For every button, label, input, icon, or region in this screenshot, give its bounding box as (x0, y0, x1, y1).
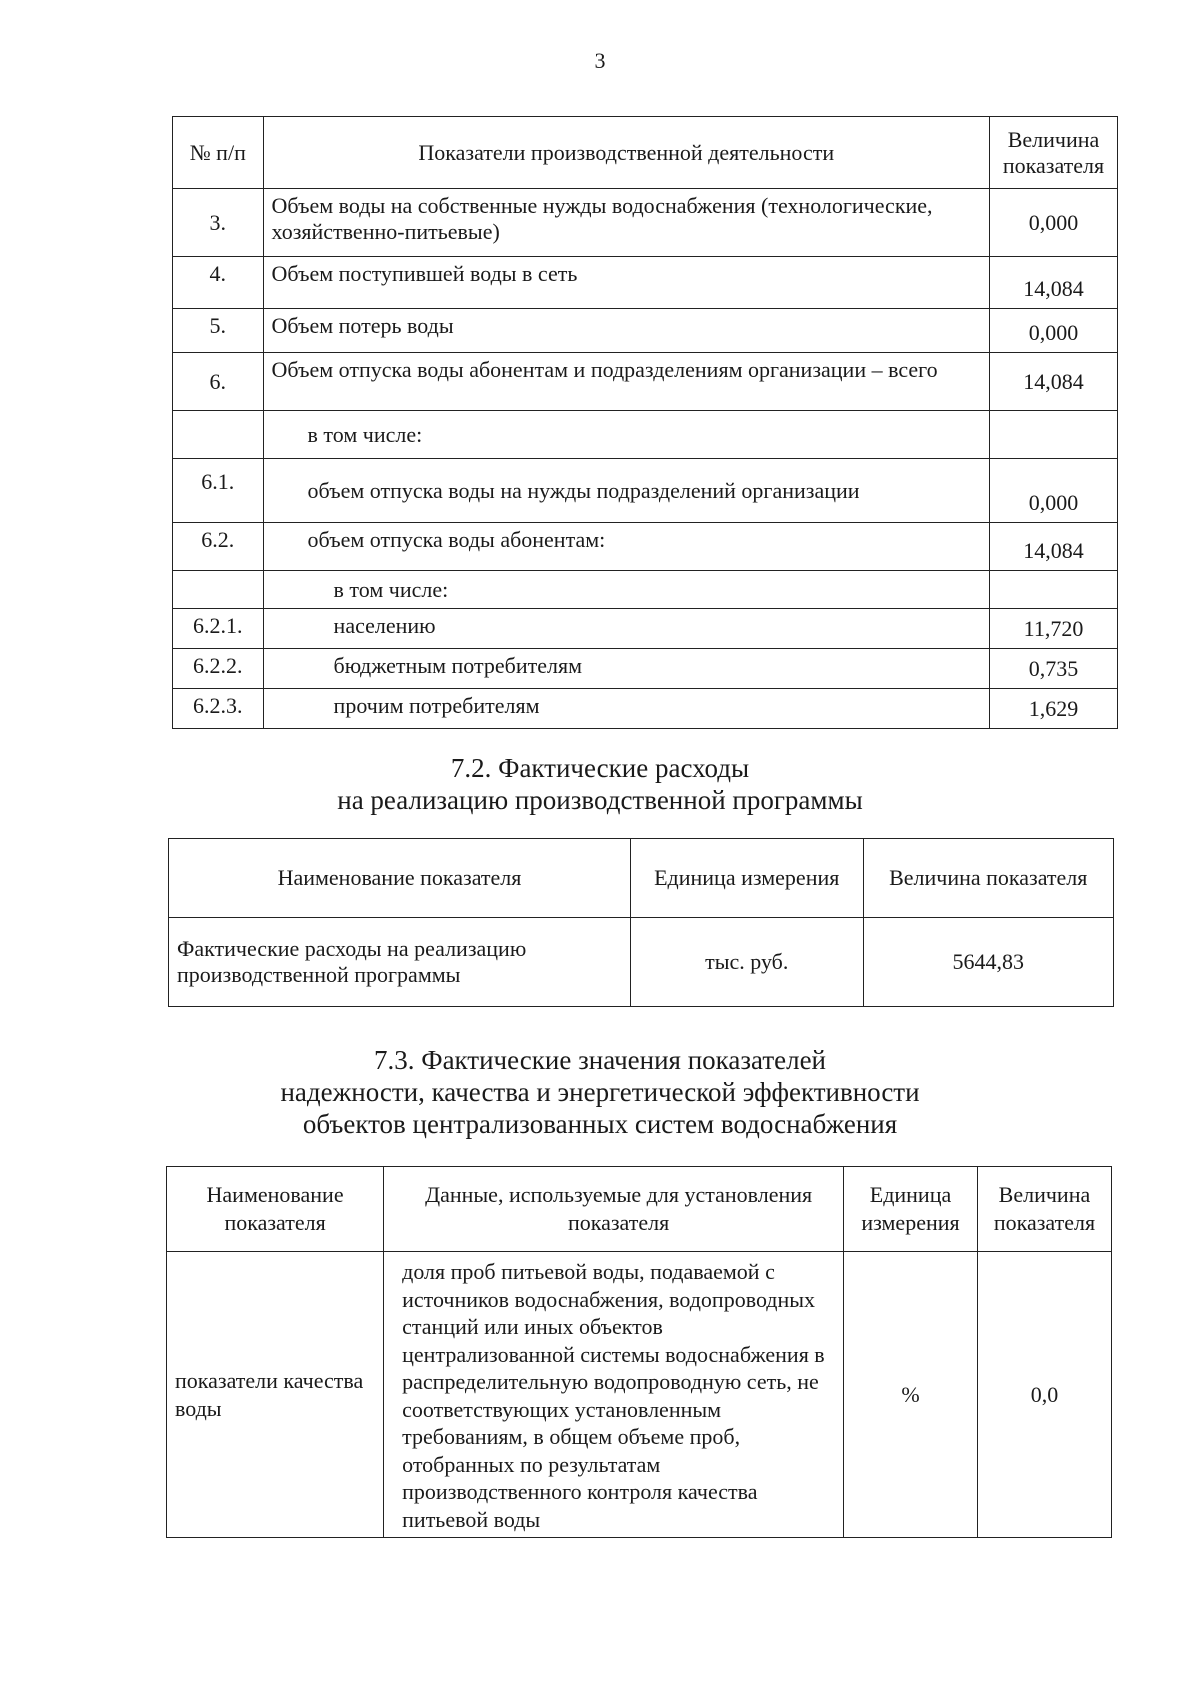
section-7-2-heading (0, 752, 1200, 816)
heading-line: на реализацию производственной программы (337, 785, 863, 815)
header-unit: Единица измерения (630, 839, 863, 918)
row-value: 0,0 (977, 1252, 1111, 1538)
row-value: 14,084 (989, 523, 1117, 571)
row-name: Объем воды на собственные нужды водоснабжения (технологические, хозяйственно-питьевые) (263, 189, 989, 257)
header-value: Величина показателя (863, 839, 1114, 918)
table-row (173, 257, 1118, 309)
row-data: доля проб питьевой воды, подаваемой с источников водоснабжения, водопроводных станций или иных объектов централизованной системы водоснабжения в распределительную водопроводную сеть, не соответствующих установленным требованиям, в общем объеме проб, отобранных по результатам производственного контроля качества питьевой воды (384, 1252, 844, 1538)
row-name: Фактические расходы на реализацию производственной программы (169, 918, 631, 1007)
table-row (173, 353, 1118, 411)
row-value: 0,000 (989, 189, 1117, 257)
row-num: 4. (173, 257, 264, 309)
header-data: Данные, используемые для установления показателя (384, 1167, 844, 1252)
header-name: Наименование показателя (169, 839, 631, 918)
row-value: 0,000 (989, 309, 1117, 353)
row-num: 6.2. (173, 523, 264, 571)
row-name: показатели качества воды (167, 1252, 384, 1538)
header-num: № п/п (173, 117, 264, 189)
actual-expenses-table (168, 838, 1114, 1007)
row-value: 5644,83 (863, 918, 1114, 1007)
row-num (173, 571, 264, 609)
row-num: 5. (173, 309, 264, 353)
row-value: 0,735 (989, 649, 1117, 689)
table-row (173, 571, 1118, 609)
row-name: бюджетным потребителям (263, 649, 989, 689)
row-name: в том числе: (263, 571, 989, 609)
table-row (169, 918, 1114, 1007)
table-header-row (173, 117, 1118, 189)
row-value: 14,084 (989, 353, 1117, 411)
header-value: Величина показателя (989, 117, 1117, 189)
row-name: Объем поступившей воды в сеть (263, 257, 989, 309)
table-header-row (167, 1167, 1112, 1252)
row-num (173, 411, 264, 459)
row-name: прочим потребителям (263, 689, 989, 729)
row-value: 14,084 (989, 257, 1117, 309)
row-num: 6.1. (173, 459, 264, 523)
row-unit: % (844, 1252, 978, 1538)
table-row (173, 309, 1118, 353)
row-value (989, 571, 1117, 609)
row-name: объем отпуска воды на нужды подразделений организации (263, 459, 989, 523)
row-name: Объем отпуска воды абонентам и подразделениям организации – всего (263, 353, 989, 411)
table-row (167, 1252, 1112, 1538)
header-value: Величина показателя (977, 1167, 1111, 1252)
row-unit: тыс. руб. (630, 918, 863, 1007)
row-name: в том числе: (263, 411, 989, 459)
row-num: 6. (173, 353, 264, 411)
row-name: населению (263, 609, 989, 649)
row-value (989, 411, 1117, 459)
table-row (173, 459, 1118, 523)
page-number: 3 (594, 48, 606, 73)
table-row (173, 649, 1118, 689)
header-name: Наименование показателя (167, 1167, 384, 1252)
row-value: 0,000 (989, 459, 1117, 523)
header-name: Показатели производственной деятельности (263, 117, 989, 189)
table-row (173, 523, 1118, 571)
row-num: 6.2.3. (173, 689, 264, 729)
row-name: Объем потерь воды (263, 309, 989, 353)
table-row (173, 609, 1118, 649)
row-name: объем отпуска воды абонентам: (263, 523, 989, 571)
table-header-row (169, 839, 1114, 918)
heading-line: надежности, качества и энергетической эффективности (280, 1077, 920, 1107)
table-row (173, 189, 1118, 257)
row-num: 3. (173, 189, 264, 257)
production-indicators-table (172, 116, 1118, 729)
table-row (173, 689, 1118, 729)
heading-line: 7.2. Фактические расходы (450, 753, 750, 783)
heading-line: 7.3. Фактические значения показателей (373, 1045, 827, 1075)
section-7-3-heading (0, 1044, 1200, 1140)
row-value: 1,629 (989, 689, 1117, 729)
row-num: 6.2.2. (173, 649, 264, 689)
heading-line: объектов централизованных систем водоснабжения (302, 1109, 898, 1139)
header-unit: Единица измерения (844, 1167, 978, 1252)
reliability-quality-table (166, 1166, 1112, 1538)
table-row (173, 411, 1118, 459)
row-value: 11,720 (989, 609, 1117, 649)
row-num: 6.2.1. (173, 609, 264, 649)
